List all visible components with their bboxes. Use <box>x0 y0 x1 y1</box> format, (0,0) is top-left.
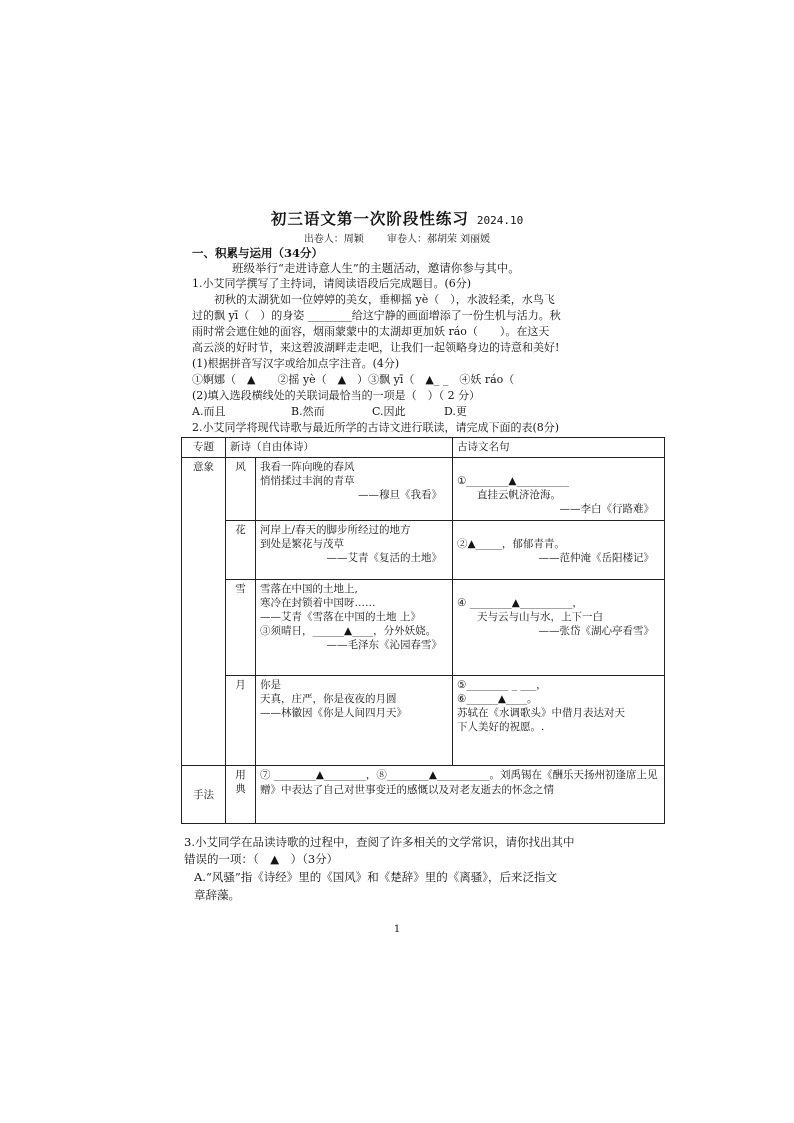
modern-poem-cell <box>256 521 453 580</box>
q3-option-a: A.“风骚”指《诗经》里的《国风》和《楚辞》里的《离骚》，后来泛指文 <box>194 870 557 884</box>
classical-cell <box>453 458 665 521</box>
answer-blank: ⑥______▲____。 <box>457 693 538 705</box>
poetry-comparison-table <box>181 437 665 824</box>
poem-line: 河岸上/春天的脚步所经过的地方 <box>260 524 411 536</box>
poem-line: 寒冷在封锁着中国呀…… <box>260 597 376 609</box>
q3-stem: 3.小艾同学在品读诗歌的过程中，查阅了许多相关的文学常识，请你找出其中 <box>184 835 575 849</box>
classical-cell <box>453 580 665 676</box>
classical-cell <box>453 521 665 580</box>
poem-line: 下人美好的祝愿。. <box>457 721 545 733</box>
poem-source: ——林徽因《你是人间四月天》 <box>260 707 407 719</box>
reviewer: 审卷人：郝胡荣 刘丽媛 <box>387 234 491 245</box>
poem-line: 苏轼在《水调歌头》中借月表达对天 <box>457 707 625 719</box>
q1-stem: 1.小艾同学撰写了主持词，请阅读语段后完成题目。(6分) <box>192 277 472 290</box>
poem-source: ——李白《行路难》 <box>559 503 654 515</box>
table-header: 古诗文名句 <box>453 438 665 458</box>
table-header: 新诗（自由体诗） <box>226 438 453 458</box>
table-header: 专题 <box>182 438 226 458</box>
poem-source: ——穆旦《我看》 <box>358 489 442 501</box>
q1-passage-line: 高云淡的好时节，来这碧波湖畔走走吧，让我们一起领略身边的诗意和美好! <box>192 341 560 354</box>
poem-line: 你是 <box>260 679 281 691</box>
row-label: 花 <box>226 521 256 580</box>
q3-option-a-cont: 章辞藻。 <box>194 888 240 902</box>
answer-blank: ④ ________▲__________， <box>457 597 583 609</box>
table-row <box>182 580 665 676</box>
modern-poem-cell <box>256 676 453 766</box>
table-row <box>182 676 665 766</box>
row-label: 雪 <box>226 580 256 676</box>
method-sub-cell: 用典 <box>226 766 256 824</box>
table-row <box>182 458 665 521</box>
title-text: 初三语文第一次阶段性练习 <box>270 209 469 228</box>
q1-sub2: (2)填入选段横线处的关联词最恰当的一项是（ ）（ 2 分） <box>192 389 481 402</box>
poem-line: 雪落在中国的土地上, <box>260 583 358 595</box>
q1-option-a: A.而且 <box>192 405 226 418</box>
poem-line: 我看一阵向晚的春风 <box>260 461 355 473</box>
q1-passage-line: 雨时常会遮住她的面容，烟雨蒙蒙中的太湖却更加妖 ráo（ ）。在这天 <box>192 325 550 338</box>
page-number: 1 <box>393 924 401 935</box>
theme-cell: 意象 <box>182 458 226 766</box>
modern-poem-cell <box>256 580 453 676</box>
poem-line: 到处是繁花与茂草 <box>260 538 344 550</box>
q1-passage-line: 过的飘 yī（ ）的身姿 ________给这宁静的画面增添了一份生机与活力。秋 <box>192 309 561 322</box>
author: 出卷人：周颖 <box>303 234 364 245</box>
allusion-cell: ⑦ ________▲________，⑧________▲__________。刘禹锡在《酬乐天扬州初逢席上见赠》中表达了自己对世事变迁的感慨以及对老友逝去的怀念之情 <box>256 766 665 824</box>
section-heading: 一、积累与运用（34分） <box>192 246 324 260</box>
modern-poem-cell <box>256 458 453 521</box>
q3-stem-cont: 错误的一项：（ ▲ ）（3分） <box>184 852 339 866</box>
poem-source: ——艾青《复活的土地》 <box>326 552 442 564</box>
row-label: 风 <box>226 458 256 521</box>
poem-source: ——毛泽东《沁园春雪》 <box>326 639 442 651</box>
poem-source: ——范仲淹《岳阳楼记》 <box>538 552 654 564</box>
poem-line: 悄悄揉过丰润的青草 <box>260 475 355 487</box>
poem-source: ——张岱《湖心亭看雪》 <box>538 625 654 637</box>
poem-line: ——艾青《雪落在中国的土地 上》 <box>260 611 421 623</box>
q1-sub1-items: ①婀娜（ ▲ ②摇 yè（ ▲ ）③飘 yī（ ▲_ _ ④妖 ráo（ <box>192 373 515 386</box>
q1-passage-line: 初秋的太湖犹如一位婷婷的美女，垂柳摇 yè（ ），水波轻柔，水鸟飞 <box>214 293 555 306</box>
exam-date: 2024.10 <box>476 214 524 227</box>
poem-line: 直挂云帆济沧海。 <box>477 489 561 501</box>
table-row <box>182 766 665 824</box>
table-header-row <box>182 438 665 458</box>
poem-line: 天与云与山与水，上下一白 <box>477 611 603 623</box>
q1-option-d: D.更 <box>444 405 467 418</box>
q1-option-b: B.然而 <box>291 405 325 418</box>
q1-sub1: (1)根据拼音写汉字或给加点字注音。(4分) <box>192 357 400 370</box>
answer-blank: ⑤________ _ ___， <box>457 679 547 691</box>
q2-stem: 2.小艾同学将现代诗歌与最近所学的古诗文进行联读，请完成下面的表(8分) <box>192 421 560 434</box>
poem-line: 天真，庄严，你是夜夜的月圆 <box>260 693 397 705</box>
classical-cell <box>453 676 665 766</box>
answer-blank: ①________▲__________ <box>457 475 569 487</box>
answer-blank: ③须晴日，______▲____，分外妖娆。 <box>260 625 437 637</box>
table-row <box>182 521 665 580</box>
row-label: 月 <box>226 676 256 766</box>
author-line <box>0 230 794 245</box>
answer-blank: ②▲_____，郁郁青青。 <box>457 538 565 550</box>
q1-option-c: C.因此 <box>372 405 406 418</box>
method-cell: 手法 <box>182 766 226 824</box>
page-title <box>0 207 794 229</box>
section-intro: 班级举行“走进诗意人生”的主题活动，邀请你参与其中。 <box>232 261 520 275</box>
